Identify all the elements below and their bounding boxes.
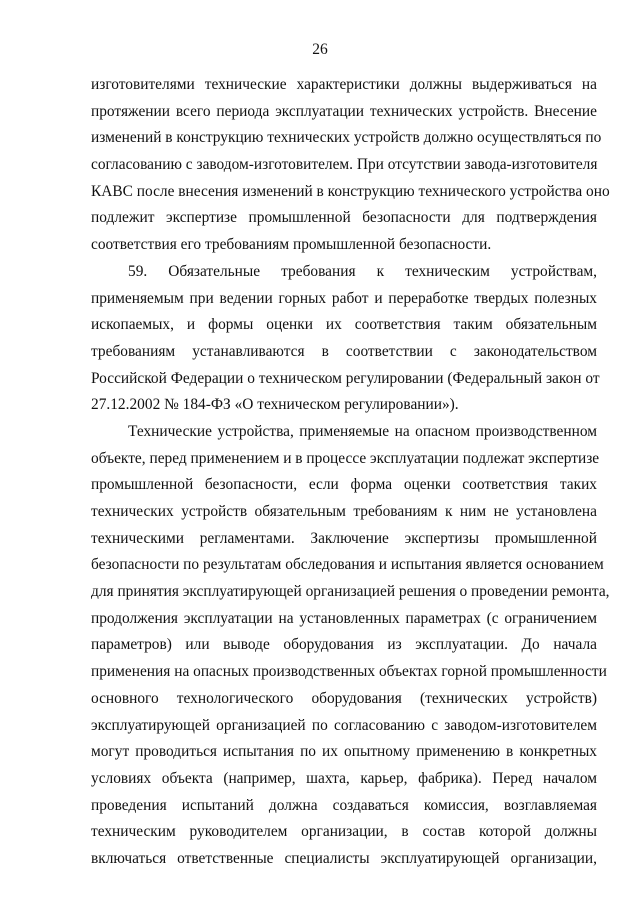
text-line: промышленной безопасности, если форма оценки соответствия таких bbox=[91, 476, 597, 494]
text-line: техническими регламентами. Заключение экспертизы промышленной bbox=[91, 529, 597, 547]
paragraph-2 bbox=[91, 259, 600, 419]
text-line: ископаемых, и формы оценки их соответствия таким обязательным bbox=[91, 316, 597, 334]
text-line: изготовителями технические характеристики должны выдерживаться на bbox=[91, 76, 597, 93]
text-line: 59. Обязательные требования к техническим устройствам, bbox=[128, 262, 597, 280]
page-number: 26 bbox=[312, 41, 328, 58]
text-line: подлежит экспертизе промышленной безопасности для подтверждения bbox=[91, 209, 597, 227]
text-line: включаться ответственные специалисты эксплуатирующей организации, bbox=[91, 849, 597, 867]
text-line: соответствия его требованиям промышленной безопасности. bbox=[91, 236, 492, 254]
text-line: параметров) или выводе оборудования из эксплуатации. До начала bbox=[91, 636, 597, 654]
text-line: основного технологического оборудования (технических устройств) bbox=[91, 689, 597, 707]
text-line: протяжении всего периода эксплуатации технических устройств. Внесение bbox=[91, 102, 597, 120]
text-line: безопасности по результатам обследования и испытания является основанием bbox=[91, 556, 604, 574]
text-line: продолжения эксплуатации на установленных параметрах (с ограничением bbox=[91, 609, 597, 627]
text-line: условиях объекта (например, шахта, карьер, фабрика). Перед началом bbox=[91, 769, 597, 787]
document-body bbox=[91, 72, 610, 873]
text-line: изменений в конструкцию технических устройств должно осуществляться по bbox=[91, 129, 602, 147]
text-line: эксплуатирующей организацией по согласованию с заводом-изготовителем bbox=[91, 716, 597, 734]
text-line: технических устройств обязательным требованиям к ним не установлена bbox=[91, 503, 597, 520]
text-line: 27.12.2002 № 184-ФЗ «О техническом регулировании»). bbox=[91, 396, 459, 414]
text-line: Российской Федерации о техническом регулировании (Федеральный закон от bbox=[91, 369, 600, 387]
text-line: для принятия эксплуатирующей организацией решения о проведении ремонта, bbox=[91, 583, 610, 601]
text-line: требованиям устанавливаются в соответствии с законодательством bbox=[91, 342, 597, 360]
text-line: объекте, перед применением и в процессе эксплуатации подлежат экспертизе bbox=[91, 449, 600, 467]
text-line: техническим руководителем организации, в состав которой должны bbox=[91, 823, 597, 841]
text-line: применения на опасных производственных объектах горной промышленности bbox=[91, 663, 607, 681]
text-line: КАВС после внесения изменений в конструкцию технического устройства оно bbox=[91, 182, 610, 200]
text-line: проведения испытаний должна создаваться комиссия, возглавляемая bbox=[91, 796, 597, 814]
text-line: Технические устройства, применяемые на опасном производственном bbox=[128, 422, 597, 440]
text-line: могут проводиться испытания по их опытному применению в конкретных bbox=[91, 743, 597, 761]
text-line: согласованию с заводом-изготовителем. При отсутствии завода-изготовителя bbox=[91, 156, 598, 174]
paragraph-3 bbox=[91, 419, 610, 873]
paragraph-1 bbox=[91, 72, 610, 259]
text-line: применяемым при ведении горных работ и переработке твердых полезных bbox=[91, 289, 597, 307]
